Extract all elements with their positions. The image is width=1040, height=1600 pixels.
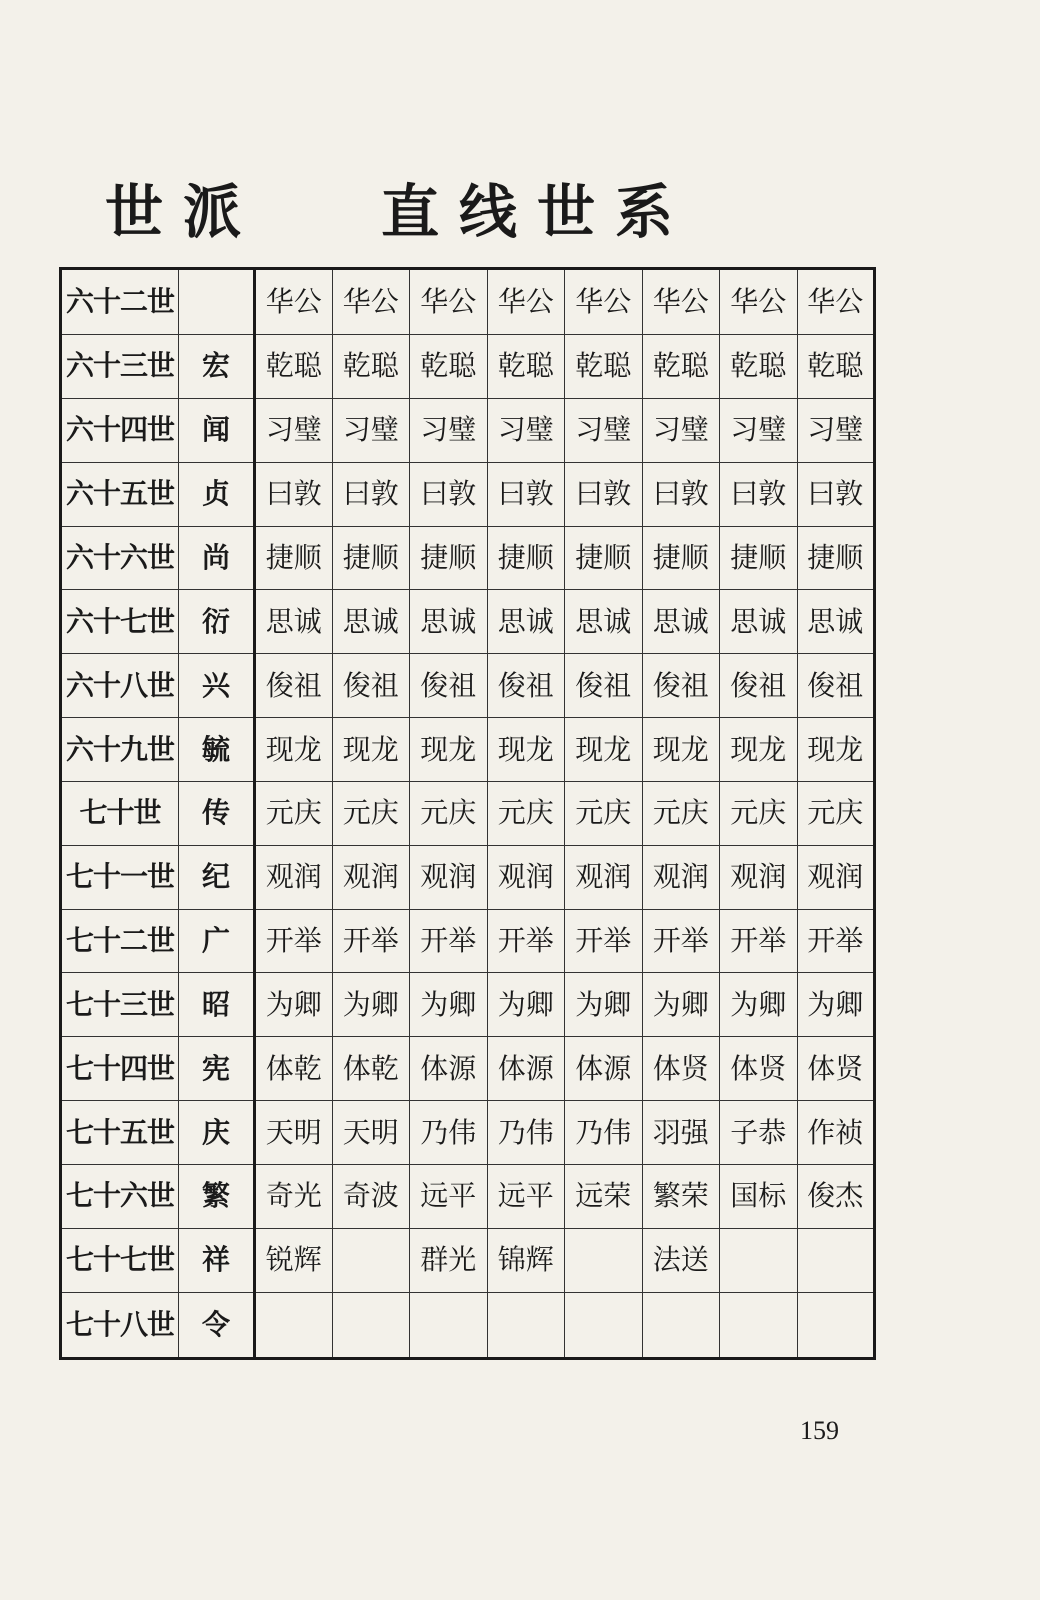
table-row (61, 781, 875, 845)
table-row (61, 654, 875, 718)
name-cell: 群光 (410, 1228, 488, 1292)
name-cell: 曰敦 (487, 462, 565, 526)
name-cell: 开举 (332, 909, 410, 973)
name-cell: 元庆 (720, 781, 798, 845)
name-cell: 开举 (410, 909, 488, 973)
name-cell (410, 1292, 488, 1358)
generation-cell: 六十九世 (61, 718, 179, 782)
generation-cell: 六十五世 (61, 462, 179, 526)
generation-character-cell: 广 (179, 909, 255, 973)
name-cell: 元庆 (410, 781, 488, 845)
name-cell (332, 1228, 410, 1292)
name-cell (720, 1228, 798, 1292)
name-cell: 为卿 (565, 973, 643, 1037)
name-cell (487, 1292, 565, 1358)
name-cell (255, 1292, 333, 1358)
generation-cell: 七十世 (61, 781, 179, 845)
name-cell: 曰敦 (720, 462, 798, 526)
name-cell: 乃伟 (487, 1101, 565, 1165)
generation-character-cell: 尚 (179, 526, 255, 590)
name-cell: 观润 (642, 845, 720, 909)
name-cell: 俊祖 (720, 654, 798, 718)
name-cell: 作祯 (797, 1101, 875, 1165)
name-cell: 现龙 (487, 718, 565, 782)
table-row (61, 269, 875, 335)
name-cell: 奇光 (255, 1165, 333, 1229)
generation-character-cell: 兴 (179, 654, 255, 718)
name-cell: 现龙 (332, 718, 410, 782)
name-cell: 俊祖 (410, 654, 488, 718)
name-cell: 现龙 (565, 718, 643, 782)
table-row (61, 462, 875, 526)
generation-cell: 七十一世 (61, 845, 179, 909)
name-cell: 乾聪 (487, 335, 565, 399)
generation-cell: 七十五世 (61, 1101, 179, 1165)
name-cell: 元庆 (255, 781, 333, 845)
name-cell: 习璧 (332, 398, 410, 462)
table-row (61, 1292, 875, 1358)
name-cell: 曰敦 (255, 462, 333, 526)
name-cell: 习璧 (720, 398, 798, 462)
name-cell: 曰敦 (410, 462, 488, 526)
generation-character-cell: 庆 (179, 1101, 255, 1165)
name-cell: 乾聪 (642, 335, 720, 399)
name-cell: 观润 (797, 845, 875, 909)
name-cell: 思诚 (565, 590, 643, 654)
name-cell: 捷顺 (410, 526, 488, 590)
lineage-table-body (61, 269, 875, 1359)
name-cell: 观润 (720, 845, 798, 909)
table-row (61, 1165, 875, 1229)
name-cell: 乾聪 (797, 335, 875, 399)
name-cell: 开举 (565, 909, 643, 973)
generation-cell: 七十八世 (61, 1292, 179, 1358)
name-cell: 天明 (255, 1101, 333, 1165)
generation-character-cell: 闻 (179, 398, 255, 462)
generation-character-cell: 毓 (179, 718, 255, 782)
generation-character-cell: 宏 (179, 335, 255, 399)
name-cell: 俊祖 (642, 654, 720, 718)
name-cell: 捷顺 (565, 526, 643, 590)
table-row (61, 1101, 875, 1165)
name-cell: 观润 (487, 845, 565, 909)
name-cell: 开举 (797, 909, 875, 973)
name-cell: 思诚 (332, 590, 410, 654)
generation-character-cell: 贞 (179, 462, 255, 526)
name-cell: 体源 (410, 1037, 488, 1101)
title-part-lineage-names: 世派 (105, 178, 262, 246)
table-row (61, 973, 875, 1037)
name-cell: 思诚 (255, 590, 333, 654)
generation-cell: 六十四世 (61, 398, 179, 462)
name-cell: 华公 (797, 269, 875, 335)
table-row (61, 845, 875, 909)
name-cell: 俊祖 (565, 654, 643, 718)
generation-cell: 七十四世 (61, 1037, 179, 1101)
name-cell: 华公 (642, 269, 720, 335)
name-cell: 乾聪 (410, 335, 488, 399)
name-cell: 为卿 (410, 973, 488, 1037)
name-cell: 捷顺 (255, 526, 333, 590)
name-cell: 习璧 (255, 398, 333, 462)
name-cell: 元庆 (797, 781, 875, 845)
name-cell: 体贤 (720, 1037, 798, 1101)
generation-cell: 七十二世 (61, 909, 179, 973)
table-row (61, 909, 875, 973)
name-cell: 华公 (565, 269, 643, 335)
generation-character-cell: 昭 (179, 973, 255, 1037)
name-cell: 思诚 (642, 590, 720, 654)
name-cell: 体贤 (797, 1037, 875, 1101)
generation-cell: 六十三世 (61, 335, 179, 399)
name-cell: 捷顺 (487, 526, 565, 590)
name-cell: 观润 (332, 845, 410, 909)
name-cell (642, 1292, 720, 1358)
name-cell: 华公 (255, 269, 333, 335)
name-cell: 捷顺 (720, 526, 798, 590)
name-cell: 乃伟 (565, 1101, 643, 1165)
name-cell: 为卿 (487, 973, 565, 1037)
name-cell: 曰敦 (565, 462, 643, 526)
generation-character-cell: 衍 (179, 590, 255, 654)
generation-character-cell (179, 269, 255, 335)
name-cell: 元庆 (332, 781, 410, 845)
name-cell: 俊祖 (797, 654, 875, 718)
table-row (61, 335, 875, 399)
generation-character-cell: 宪 (179, 1037, 255, 1101)
name-cell: 观润 (255, 845, 333, 909)
name-cell (565, 1228, 643, 1292)
name-cell: 体源 (487, 1037, 565, 1101)
generation-cell: 七十三世 (61, 973, 179, 1037)
name-cell: 为卿 (255, 973, 333, 1037)
name-cell: 习璧 (797, 398, 875, 462)
name-cell: 远荣 (565, 1165, 643, 1229)
name-cell: 国标 (720, 1165, 798, 1229)
name-cell: 开举 (642, 909, 720, 973)
name-cell: 习璧 (487, 398, 565, 462)
name-cell: 乾聪 (332, 335, 410, 399)
page-title (105, 178, 694, 246)
table-row (61, 1228, 875, 1292)
generation-cell: 六十七世 (61, 590, 179, 654)
name-cell: 曰敦 (797, 462, 875, 526)
name-cell: 远平 (487, 1165, 565, 1229)
generation-cell: 七十六世 (61, 1165, 179, 1229)
name-cell: 现龙 (642, 718, 720, 782)
name-cell: 捷顺 (332, 526, 410, 590)
name-cell: 思诚 (487, 590, 565, 654)
name-cell: 天明 (332, 1101, 410, 1165)
generation-character-cell: 繁 (179, 1165, 255, 1229)
name-cell: 思诚 (410, 590, 488, 654)
name-cell: 体源 (565, 1037, 643, 1101)
name-cell: 乾聪 (565, 335, 643, 399)
generation-character-cell: 传 (179, 781, 255, 845)
name-cell: 元庆 (487, 781, 565, 845)
generation-cell: 七十七世 (61, 1228, 179, 1292)
name-cell: 华公 (487, 269, 565, 335)
name-cell: 为卿 (642, 973, 720, 1037)
name-cell: 俊杰 (797, 1165, 875, 1229)
name-cell (797, 1228, 875, 1292)
name-cell: 开举 (720, 909, 798, 973)
name-cell: 华公 (410, 269, 488, 335)
name-cell: 曰敦 (642, 462, 720, 526)
table-row (61, 718, 875, 782)
title-part-direct-lineage: 直线世系 (381, 178, 694, 246)
name-cell: 俊祖 (255, 654, 333, 718)
generation-cell: 六十二世 (61, 269, 179, 335)
name-cell: 现龙 (255, 718, 333, 782)
generation-character-cell: 祥 (179, 1228, 255, 1292)
page-number: 159 (800, 1416, 839, 1445)
name-cell (720, 1292, 798, 1358)
table-row (61, 1037, 875, 1101)
name-cell: 远平 (410, 1165, 488, 1229)
name-cell: 观润 (410, 845, 488, 909)
name-cell: 体贤 (642, 1037, 720, 1101)
table-row (61, 398, 875, 462)
name-cell: 华公 (720, 269, 798, 335)
name-cell: 为卿 (332, 973, 410, 1037)
name-cell: 乃伟 (410, 1101, 488, 1165)
name-cell: 俊祖 (487, 654, 565, 718)
table-row (61, 526, 875, 590)
generation-character-cell: 令 (179, 1292, 255, 1358)
name-cell: 思诚 (720, 590, 798, 654)
name-cell: 子恭 (720, 1101, 798, 1165)
name-cell: 法送 (642, 1228, 720, 1292)
name-cell: 华公 (332, 269, 410, 335)
name-cell: 开举 (487, 909, 565, 973)
name-cell: 元庆 (642, 781, 720, 845)
name-cell: 俊祖 (332, 654, 410, 718)
name-cell (797, 1292, 875, 1358)
name-cell: 现龙 (410, 718, 488, 782)
name-cell: 现龙 (797, 718, 875, 782)
name-cell: 思诚 (797, 590, 875, 654)
name-cell (332, 1292, 410, 1358)
name-cell: 羽强 (642, 1101, 720, 1165)
generation-cell: 六十八世 (61, 654, 179, 718)
name-cell: 现龙 (720, 718, 798, 782)
generation-character-cell: 纪 (179, 845, 255, 909)
lineage-table (59, 267, 876, 1360)
name-cell: 繁荣 (642, 1165, 720, 1229)
name-cell: 乾聪 (720, 335, 798, 399)
name-cell: 体乾 (332, 1037, 410, 1101)
name-cell: 捷顺 (642, 526, 720, 590)
name-cell: 元庆 (565, 781, 643, 845)
name-cell: 观润 (565, 845, 643, 909)
name-cell: 锦辉 (487, 1228, 565, 1292)
name-cell: 乾聪 (255, 335, 333, 399)
name-cell: 奇波 (332, 1165, 410, 1229)
name-cell: 为卿 (797, 973, 875, 1037)
name-cell: 体乾 (255, 1037, 333, 1101)
name-cell: 习璧 (642, 398, 720, 462)
name-cell: 为卿 (720, 973, 798, 1037)
name-cell: 习璧 (410, 398, 488, 462)
name-cell: 开举 (255, 909, 333, 973)
name-cell: 捷顺 (797, 526, 875, 590)
table-row (61, 590, 875, 654)
name-cell: 曰敦 (332, 462, 410, 526)
name-cell: 习璧 (565, 398, 643, 462)
name-cell (565, 1292, 643, 1358)
name-cell: 锐辉 (255, 1228, 333, 1292)
generation-cell: 六十六世 (61, 526, 179, 590)
